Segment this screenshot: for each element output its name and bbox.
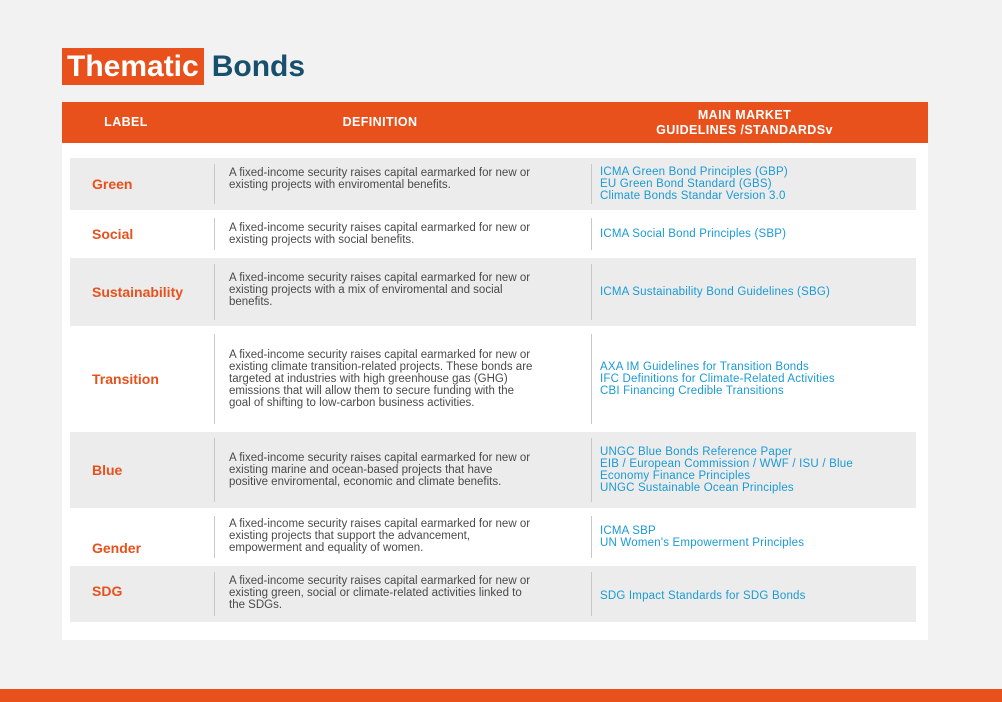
guideline-item: ICMA SBP [600, 525, 656, 537]
guideline-item: UNGC Sustainable Ocean Principles [600, 482, 794, 494]
bottom-accent-bar [0, 689, 1002, 702]
row-guidelines [592, 228, 916, 240]
table-row [70, 566, 916, 622]
guideline-item: CBI Financing Credible Transitions [600, 385, 784, 397]
row-label: Social [92, 226, 134, 242]
guideline-item: UN Women's Empowerment Principles [600, 537, 805, 549]
row-label: Sustainability [92, 284, 184, 300]
header-definition: DEFINITION [342, 115, 418, 129]
row-label: SDG [92, 583, 123, 599]
guideline-item: Climate Bonds Standar Version 3.0 [600, 190, 786, 202]
row-guidelines [592, 446, 916, 494]
row-guidelines [592, 361, 916, 397]
page-title [62, 48, 305, 85]
row-label: Transition [92, 371, 159, 387]
guideline-item: EU Green Bond Standard (GBS) [600, 178, 772, 190]
row-definition: A fixed-income security raises capital earmarked for new or existing green, social or climate-related activities linked to the SDGs. [229, 575, 531, 611]
guideline-item: ICMA Social Bond Principles (SBP) [600, 228, 787, 240]
row-definition: A fixed-income security raises capital earmarked for new or existing projects that support the advancement, empowerment and equality of women. [229, 518, 531, 554]
guideline-item: ICMA Sustainability Bond Guidelines (SBG) [600, 286, 830, 298]
table-row [70, 258, 916, 326]
guideline-item: SDG Impact Standards for SDG Bonds [600, 590, 806, 602]
row-definition: A fixed-income security raises capital earmarked for new or existing climate transition-related projects. These bonds are targeted at industries with high greenhouse gas (GHG) emissions that will allow them to secure funding with the goal of shifting to low-carbon business activities. [229, 349, 533, 409]
row-label: Green [92, 176, 133, 192]
guideline-item: IFC Definitions for Climate-Related Activities [600, 373, 835, 385]
guideline-item: UNGC Blue Bonds Reference Paper [600, 446, 793, 458]
header-guidelines [587, 102, 902, 143]
row-label: Gender [92, 540, 142, 556]
guideline-item: AXA IM Guidelines for Transition Bonds [600, 361, 809, 373]
row-definition: A fixed-income security raises capital earmarked for new or existing projects with social benefits. [229, 222, 531, 246]
row-guidelines [592, 586, 916, 602]
row-definition: A fixed-income security raises capital earmarked for new or existing projects with enviromental benefits. [229, 167, 531, 191]
table-row [70, 158, 916, 210]
title-text: Bonds [211, 50, 306, 83]
header-label: LABEL [104, 115, 148, 129]
row-definition: A fixed-income security raises capital earmarked for new or existing marine and ocean-based projects that have positive enviromental, economic and climate benefits. [229, 452, 531, 488]
row-guidelines [592, 286, 916, 298]
guideline-item: ICMA Green Bond Principles (GBP) [600, 166, 788, 178]
header-guidelines-text: MAIN MARKET GUIDELINES /STANDARDSv [656, 107, 833, 137]
row-guidelines [592, 525, 916, 549]
row-label: Blue [92, 462, 123, 478]
guideline-item: Economy Finance Principles [600, 470, 751, 482]
table-row [70, 432, 916, 508]
row-guidelines [592, 166, 916, 202]
guideline-item: EIB / European Commission / WWF / ISU / Blue [600, 458, 853, 470]
title-highlight: Thematic [62, 48, 204, 85]
table-row [70, 328, 916, 430]
table-header [62, 102, 928, 143]
table-row [70, 212, 916, 256]
table-row [70, 510, 916, 564]
row-definition: A fixed-income security raises capital earmarked for new or existing projects with a mix of enviromental and social benefits. [229, 272, 531, 308]
bonds-table [62, 102, 928, 640]
